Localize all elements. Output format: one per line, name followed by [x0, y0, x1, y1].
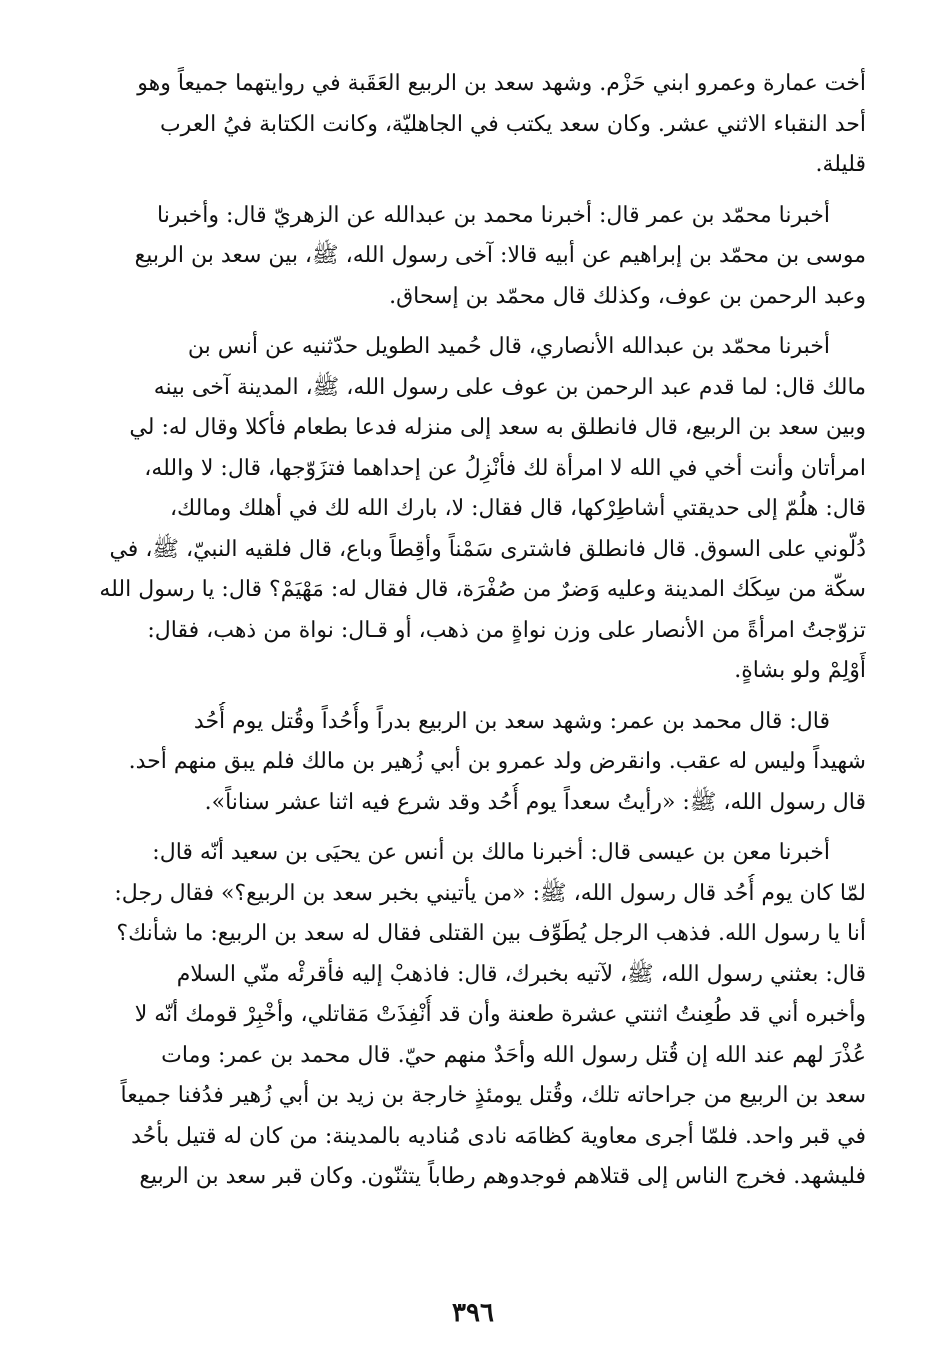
text-line: شهيداً وليس له عقب. وانقرض ولد عمرو بن أبي زُهير بن مالك فلم يبق منهم أحد.: [128, 749, 866, 774]
text-line: مالك قال: لما قدم عبد الرحمن بن عوف على رسول الله، ﷺ، المدينة آخى بينه: [153, 374, 866, 400]
text-line: دُلّوني على السوق. قال فانطلق فاشترى سَمْناً وأقِطاً وباع، قال فلقيه النبيّ، ﷺ، في: [109, 536, 866, 562]
text-line: قال رسول الله، ﷺ: «رأيتُ سعداً يوم أُحُد وقد شرع فيه اثنا عشر سناناً».: [204, 789, 866, 815]
text-line: في قبر واحد. فلمّا أجرى معاوية كظامَه نادى مُناديه بالمدينة: من كان له قتيل بأحُد: [131, 1123, 866, 1149]
text-line: قال: هلُمّ إلى حديقتي أشاطِرْكها، قال فقال: لا، بارك الله لك في أهلك ومالك،: [169, 496, 866, 521]
text-line: قليلة.: [815, 152, 866, 177]
text-line: أحد النقباء الاثني عشر. وكان سعد يكتب في الجاهليّة، وكانت الكتابة فيُ العرب: [159, 111, 866, 137]
text-line: وبين سعد بن الربيع، قال فانطلق به سعد إلى منزله فدعا بطعام فأكلا وقال له: لي: [129, 415, 866, 440]
paragraph-3: [78, 327, 866, 692]
text-line: تزوّجتُ امرأةً من الأنصار على وزن نواةٍ من ذهب، أو قـال: نواة من ذهب، فقال:: [147, 617, 866, 643]
paragraph-5: [78, 833, 866, 1198]
text-line: عُذْرَ لهم عند الله إن قُتل رسول الله وأحَدٌ منهم حيّ. قال محمد بن عمر: ومات: [161, 1042, 866, 1068]
paragraph-2: [78, 196, 866, 318]
paragraph-4: [78, 702, 866, 824]
text-line: امرأتان وأنت أخي في الله لا امرأة لك فأنْزِلُ عن إحداهما فتزَوّجها، قال: لا والله،: [144, 455, 866, 481]
text-line: لمّا كان يوم أُحُد قال رسول الله، ﷺ: «من يأتيني بخبر سعد بن الربيع؟» فقال رجل:: [114, 880, 866, 906]
text-line: وعبد الرحمن بن عوف، وكذلك قال محمّد بن إسحاق.: [389, 283, 866, 309]
text-line: قال: قال محمد بن عمر: وشهد سعد بن الربيع بدراً وأُحُداً وقُتل يوم أُحُد: [193, 708, 830, 734]
text-line: أخت عمارة وعمرو ابني حَزْم. وشهد سعد بن الربيع العَقَبة في روايتهما جميعاً وهو: [137, 71, 866, 96]
text-line: أخبرنا محمّد بن عبدالله الأنصاري، قال حُميد الطويل حدّثنيه عن أنس بن: [187, 334, 830, 359]
text-line: سعد بن الربيع من جراحاته تلك، وقُتل يومئذٍ خارجة بن زيد بن أبي زُهير فدُفنا جميعاً: [120, 1083, 866, 1108]
text-line: أنا يا رسول الله. فذهب الرجل يُطَوِّف بين القتلى فقال له سعد بن الربيع: ما شأنك؟: [116, 921, 866, 946]
text-line: فليشهد. فخرج الناس إلى قتلاهم فوجدوهم رطاباً يتثنّون. وكان قبر سعد بن الربيع: [139, 1164, 866, 1189]
text-line: موسى بن محمّد بن إبراهيم عن أبيه قالا: آخى رسول الله، ﷺ، بين سعد بن الربيع: [134, 243, 866, 268]
text-line: وأخبره أني قد طُعِنتُ اثنتي عشرة طعنة وأن قد أُنْفِذَتْ مَقاتلي، وأخْبِرْ قومك أنّه لا: [134, 1002, 866, 1027]
page-number: ٣٩٦: [452, 1298, 494, 1328]
text-line: أخبرنا معن بن عيسى قال: أخبرنا مالك بن أنس عن يحيَى بن سعيد أنّه قال:: [152, 840, 830, 865]
text-line: أَوْلِمْ ولو بشاةٍ.: [734, 658, 866, 683]
text-line: قال: بعثني رسول الله، ﷺ، لآتيه بخبرك، قال: فاذهبْ إليه فأقرئْه منّي السلام: [176, 961, 866, 987]
page-body: [78, 64, 866, 1198]
text-line: أخبرنا محمّد بن عمر قال: أخبرنا محمد بن عبدالله عن الزهريّ قال: وأخبرنا: [157, 202, 830, 228]
text-line: سكّة من سِكَك المدينة وعليه وَضرٌ من صُفْرَة، قال فقال له: مَهْيَمْ؟ قال: يا رسول الله: [99, 577, 866, 602]
paragraph-1: [78, 64, 866, 186]
